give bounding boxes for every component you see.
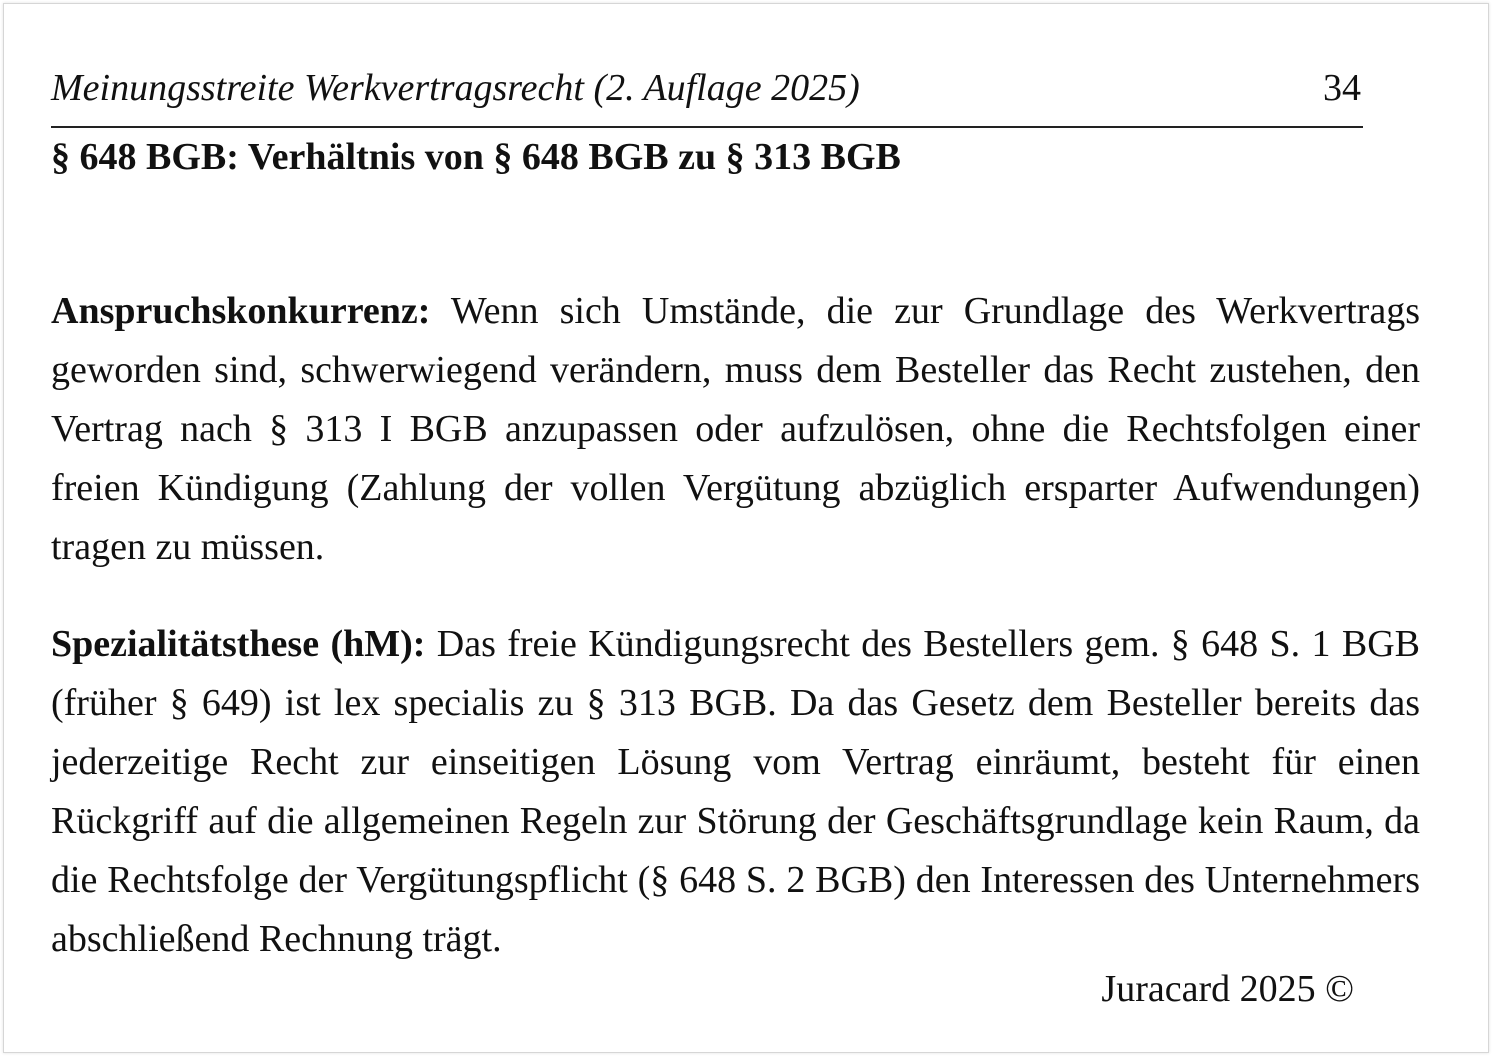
paragraph-spezialitaetsthese <box>51 615 1420 969</box>
document-page <box>3 3 1489 1053</box>
paragraph-lead: Anspruchskonkurrenz: <box>51 290 431 332</box>
paragraph-text: Wenn sich Umstände, die zur Grundlage des Werkvertrags geworden sind, schwerwiegend verändern, muss dem Besteller das Recht zustehen, den Vertrag nach § 313 I BGB anzupassen oder aufzulösen, ohne die Rechtsfolgen einer freien Kündigung (Zahlung der vollen Vergütung abzüglich ersparter Aufwendungen) tragen zu müssen. <box>51 290 1420 568</box>
copyright-notice: Juracard 2025 © <box>1101 968 1354 1010</box>
section-title: § 648 BGB: Verhältnis von § 648 BGB zu § 313 BGB <box>51 136 901 178</box>
paragraph-anspruchskonkurrenz <box>51 282 1420 577</box>
running-header <box>51 62 1361 114</box>
header-rule <box>51 126 1363 128</box>
page-number: 34 <box>1323 67 1361 109</box>
paragraph-text: Das freie Kündigungsrecht des Bestellers gem. § 648 S. 1 BGB (früher § 649) ist lex specialis zu § 313 BGB. Da das Gesetz dem Besteller bereits das jederzeitige Recht zur einseitigen Lösung vom Vertrag einräumt, besteht für einen Rückgriff auf die allgemeinen Regeln zur Störung der Geschäftsgrundlage kein Raum, da die Rechtsfolge der Vergütungspflicht (§ 648 S. 2 BGB) den Interessen des Unternehmers abschließend Rechnung trägt. <box>51 623 1421 960</box>
paragraph-lead: Spezialitätsthese (hM): <box>51 623 426 665</box>
book-title: Meinungsstreite Werkvertragsrecht (2. Auflage 2025) <box>51 67 860 109</box>
